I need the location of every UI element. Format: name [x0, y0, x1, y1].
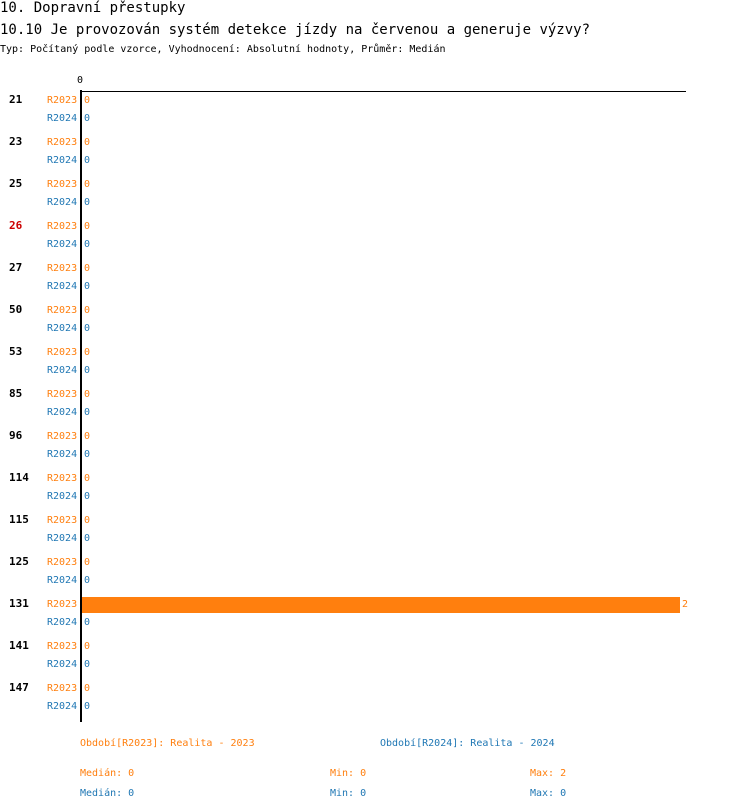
- data-label: 0: [84, 155, 91, 166]
- series-label: R2024: [47, 365, 78, 376]
- data-label: 0: [84, 221, 91, 232]
- data-label: 0: [84, 323, 91, 334]
- series-label: R2023: [47, 641, 78, 652]
- category-label: 53: [9, 345, 23, 358]
- stat-min-r2024: Min: 0: [330, 788, 367, 799]
- series-label: R2023: [47, 515, 78, 526]
- y-axis-line: [80, 90, 82, 722]
- series-label: R2024: [47, 617, 78, 628]
- category-label: 27: [9, 261, 23, 274]
- series-label: R2024: [47, 239, 78, 250]
- series-label: R2023: [47, 137, 78, 148]
- data-label: 0: [84, 617, 91, 628]
- data-label: 0: [84, 431, 91, 442]
- data-label: 0: [84, 95, 91, 106]
- data-label: 0: [84, 263, 91, 274]
- bar: [82, 597, 680, 613]
- section-title: 10. Dopravní přestupky: [0, 0, 186, 16]
- category-label: 147: [9, 681, 29, 694]
- series-label: R2024: [47, 281, 78, 292]
- series-label: R2024: [47, 575, 78, 586]
- series-label: R2024: [47, 323, 78, 334]
- data-label: 0: [84, 347, 91, 358]
- data-label: 0: [84, 239, 91, 250]
- stat-min-r2023: Min: 0: [330, 768, 367, 779]
- data-label: 0: [84, 701, 91, 712]
- series-label: R2023: [47, 221, 78, 232]
- series-label: R2023: [47, 347, 78, 358]
- data-label: 0: [84, 449, 91, 460]
- x-tick-label: 0: [77, 75, 84, 86]
- category-label: 26: [9, 219, 23, 232]
- data-label: 2: [682, 599, 689, 610]
- data-label: 0: [84, 281, 91, 292]
- series-label: R2023: [47, 305, 78, 316]
- data-label: 0: [84, 137, 91, 148]
- category-label: 85: [9, 387, 23, 400]
- data-label: 0: [84, 641, 91, 652]
- data-label: 0: [84, 179, 91, 190]
- series-label: R2024: [47, 407, 78, 418]
- series-label: R2023: [47, 95, 78, 106]
- category-label: 25: [9, 177, 23, 190]
- series-label: R2023: [47, 683, 78, 694]
- stat-max-r2024: Max: 0: [530, 788, 567, 799]
- series-label: R2024: [47, 113, 78, 124]
- legend-r2023: Období[R2023]: Realita - 2023: [80, 738, 255, 749]
- series-label: R2024: [47, 491, 78, 502]
- category-label: 96: [9, 429, 23, 442]
- category-label: 141: [9, 639, 29, 652]
- data-label: 0: [84, 575, 91, 586]
- chart-subtitle: Typ: Počítaný podle vzorce, Vyhodnocení: Absolutní hodnoty, Průměr: Medián: [0, 44, 446, 55]
- data-label: 0: [84, 659, 91, 670]
- data-label: 0: [84, 491, 91, 502]
- data-label: 0: [84, 683, 91, 694]
- series-label: R2023: [47, 431, 78, 442]
- category-label: 125: [9, 555, 29, 568]
- series-label: R2024: [47, 659, 78, 670]
- data-label: 0: [84, 515, 91, 526]
- data-label: 0: [84, 389, 91, 400]
- series-label: R2024: [47, 701, 78, 712]
- data-label: 0: [84, 407, 91, 418]
- legend-r2024: Období[R2024]: Realita - 2024: [380, 738, 555, 749]
- data-label: 0: [84, 533, 91, 544]
- stat-median-r2023: Medián: 0: [80, 768, 135, 779]
- series-label: R2024: [47, 155, 78, 166]
- series-label: R2024: [47, 449, 78, 460]
- stat-max-r2023: Max: 2: [530, 768, 567, 779]
- category-label: 114: [9, 471, 29, 484]
- series-label: R2023: [47, 557, 78, 568]
- category-label: 21: [9, 93, 23, 106]
- category-label: 50: [9, 303, 23, 316]
- category-label: 115: [9, 513, 29, 526]
- series-label: R2024: [47, 533, 78, 544]
- series-label: R2023: [47, 179, 78, 190]
- series-label: R2023: [47, 599, 78, 610]
- series-label: R2023: [47, 263, 78, 274]
- category-label: 131: [9, 597, 29, 610]
- data-label: 0: [84, 473, 91, 484]
- data-label: 0: [84, 557, 91, 568]
- data-label: 0: [84, 197, 91, 208]
- x-axis-line: [80, 91, 686, 92]
- series-label: R2023: [47, 389, 78, 400]
- question-title: 10.10 Je provozován systém detekce jízdy na červenou a generuje výzvy?: [0, 22, 591, 38]
- data-label: 0: [84, 305, 91, 316]
- series-label: R2023: [47, 473, 78, 484]
- stat-median-r2024: Medián: 0: [80, 788, 135, 799]
- data-label: 0: [84, 365, 91, 376]
- category-label: 23: [9, 135, 23, 148]
- series-label: R2024: [47, 197, 78, 208]
- data-label: 0: [84, 113, 91, 124]
